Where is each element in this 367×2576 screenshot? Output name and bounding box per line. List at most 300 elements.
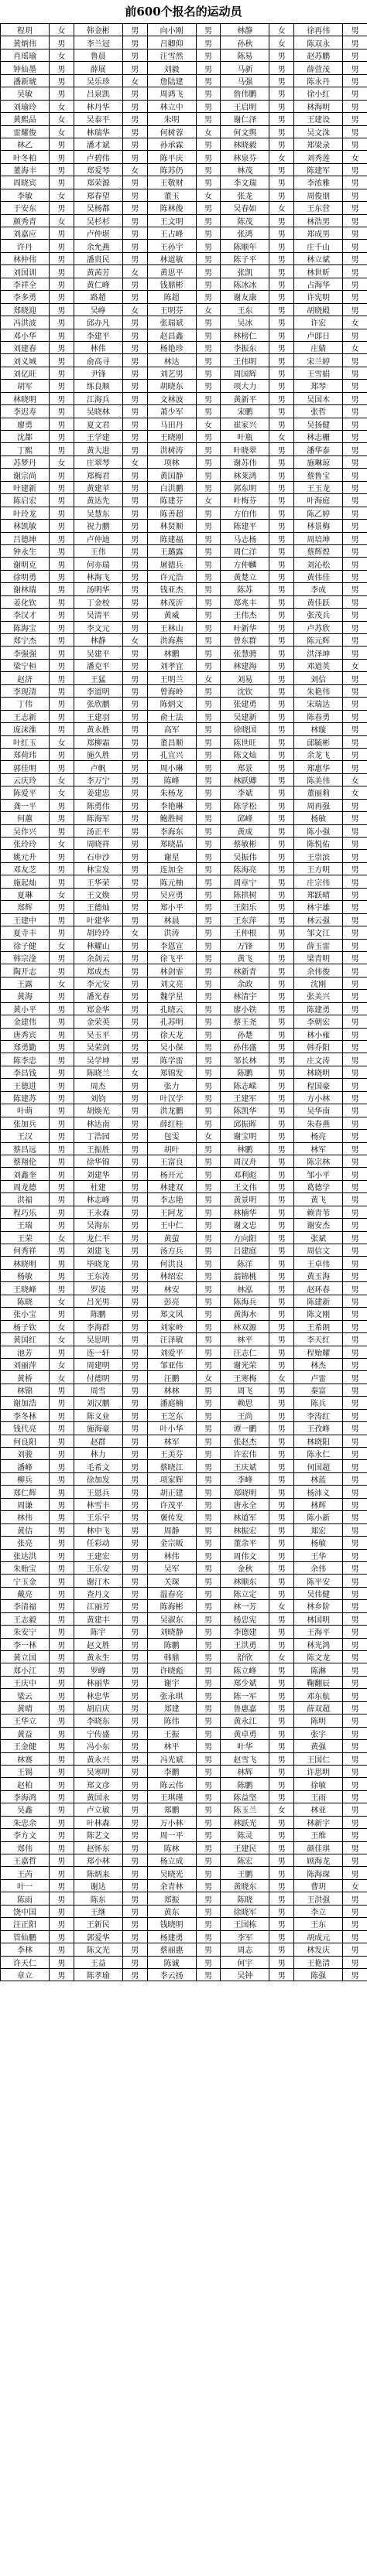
athlete-name-cell: 顾海龙: [294, 1854, 343, 1867]
athlete-gender-cell: 男: [343, 1397, 367, 1409]
athlete-gender-cell: 男: [343, 1346, 367, 1358]
athlete-gender-cell: 女: [196, 494, 221, 507]
athlete-name-cell: 陈艺文: [74, 1829, 122, 1841]
athlete-name-cell: 韩金彬: [74, 24, 122, 36]
athlete-gender-cell: 男: [269, 1689, 294, 1701]
athlete-gender-cell: 男: [196, 291, 221, 303]
athlete-gender-cell: 女: [343, 151, 367, 163]
athlete-name-cell: 蔡鲁宝: [294, 469, 343, 481]
athlete-name-cell: 章立: [1, 1968, 50, 1981]
athlete-name-cell: 李志艳: [147, 1193, 196, 1206]
athlete-gender-cell: 男: [50, 1409, 74, 1421]
athlete-gender-cell: 男: [50, 1854, 74, 1867]
athlete-gender-cell: 男: [196, 735, 221, 748]
athlete-gender-cell: 男: [122, 176, 147, 189]
athlete-name-cell: 包雯: [147, 1130, 196, 1142]
athlete-gender-cell: 男: [196, 1435, 221, 1447]
athlete-gender-cell: 男: [196, 1676, 221, 1688]
athlete-gender-cell: 男: [343, 354, 367, 367]
athlete-gender-cell: 男: [343, 850, 367, 862]
athlete-gender-cell: 女: [196, 1130, 221, 1142]
athlete-name-cell: 曾东群: [221, 634, 269, 647]
athlete-name-cell: 王孜峰: [294, 1422, 343, 1435]
athlete-gender-cell: 男: [50, 380, 74, 392]
athlete-gender-cell: 男: [269, 1663, 294, 1676]
athlete-name-cell: 陈善超: [147, 507, 196, 519]
athlete-gender-cell: 男: [343, 1460, 367, 1472]
athlete-name-cell: 张赵杰: [221, 1435, 269, 1447]
athlete-name-cell: 夏文君: [74, 418, 122, 430]
athlete-name-cell: 唐永全: [221, 1498, 269, 1510]
table-row: [1, 278, 367, 290]
athlete-gender-cell: 男: [196, 621, 221, 633]
athlete-gender-cell: 男: [196, 1282, 221, 1295]
athlete-gender-cell: 男: [343, 1409, 367, 1421]
table-row: [1, 1117, 367, 1129]
athlete-name-cell: 赵苏鹏: [294, 49, 343, 61]
athlete-gender-cell: 男: [269, 469, 294, 481]
athlete-name-cell: 林鹏: [221, 1142, 269, 1155]
athlete-gender-cell: 女: [122, 163, 147, 176]
athlete-name-cell: 陈冰冰: [221, 278, 269, 290]
athlete-name-cell: 董余平: [221, 1537, 269, 1549]
athlete-name-cell: 王文明: [147, 214, 196, 227]
athlete-name-cell: 韩乔阳: [294, 1041, 343, 1053]
athlete-name-cell: 宋瑞达: [294, 698, 343, 710]
athlete-gender-cell: 男: [50, 1257, 74, 1269]
athlete-gender-cell: 男: [196, 532, 221, 544]
athlete-name-cell: 吴应勇: [147, 888, 196, 900]
athlete-name-cell: 颜秀青: [1, 214, 50, 227]
athlete-name-cell: 刘秀莲: [294, 151, 343, 163]
athlete-gender-cell: 男: [269, 1028, 294, 1040]
athlete-name-cell: 姜化钦: [1, 595, 50, 608]
athlete-name-cell: 王乐安: [74, 1561, 122, 1574]
athlete-gender-cell: 男: [269, 405, 294, 418]
athlete-name-cell: 吕卿仰: [147, 36, 196, 49]
athlete-name-cell: 戴亮: [1, 1587, 50, 1599]
athlete-gender-cell: 男: [343, 1282, 367, 1295]
athlete-gender-cell: 男: [343, 1943, 367, 1956]
table-row: [1, 227, 367, 240]
athlete-name-cell: 邱振晖: [221, 1117, 269, 1129]
athlete-gender-cell: 男: [343, 1371, 367, 1384]
athlete-gender-cell: 男: [122, 1193, 147, 1206]
athlete-gender-cell: 男: [343, 723, 367, 735]
athlete-name-cell: 王富良: [147, 1155, 196, 1167]
athlete-gender-cell: 男: [122, 151, 147, 163]
athlete-name-cell: 杨开元: [147, 1168, 196, 1180]
athlete-gender-cell: 男: [343, 595, 367, 608]
athlete-name-cell: 陈悦佑: [294, 838, 343, 850]
athlete-gender-cell: 男: [50, 431, 74, 443]
athlete-gender-cell: 男: [269, 1701, 294, 1714]
table-row: [1, 824, 367, 837]
athlete-name-cell: 黄桥: [1, 1371, 50, 1384]
athlete-gender-cell: 男: [269, 1244, 294, 1257]
athlete-gender-cell: 男: [50, 1015, 74, 1028]
athlete-gender-cell: 男: [269, 1537, 294, 1549]
athlete-name-cell: 叶小华: [147, 1422, 196, 1435]
athlete-name-cell: 李清福: [1, 1600, 50, 1612]
athlete-name-cell: 林世昕: [294, 265, 343, 278]
athlete-name-cell: 潘克平: [74, 659, 122, 671]
table-row: [1, 1015, 367, 1028]
athlete-name-cell: 郑宏: [294, 1523, 343, 1536]
athlete-name-cell: 钟永生: [1, 544, 50, 557]
athlete-name-cell: 钱代亮: [1, 1422, 50, 1435]
athlete-name-cell: 朱贻宝: [1, 1561, 50, 1574]
athlete-name-cell: 吴杉杉: [74, 214, 122, 227]
athlete-name-cell: 王庆中: [1, 1676, 50, 1688]
athlete-gender-cell: 男: [196, 1765, 221, 1777]
athlete-gender-cell: 男: [196, 62, 221, 74]
athlete-gender-cell: 男: [196, 1740, 221, 1752]
table-row: [1, 748, 367, 760]
athlete-name-cell: 林新青: [221, 964, 269, 977]
athlete-gender-cell: 女: [122, 926, 147, 939]
athlete-name-cell: 廖勇: [1, 418, 50, 430]
athlete-name-cell: 黄新平: [221, 392, 269, 404]
athlete-name-cell: 吴思明: [74, 1333, 122, 1346]
athlete-gender-cell: 男: [50, 1537, 74, 1549]
athlete-name-cell: 向小刚: [147, 24, 196, 36]
athlete-name-cell: 谢达: [74, 1879, 122, 1892]
athlete-name-cell: 林海飞: [74, 570, 122, 582]
athlete-name-cell: 张达洪: [1, 1549, 50, 1561]
athlete-name-cell: 陈海宝: [1, 621, 50, 633]
athlete-gender-cell: 男: [50, 354, 74, 367]
athlete-name-cell: 余青林: [147, 1879, 196, 1892]
athlete-gender-cell: 男: [50, 1091, 74, 1104]
table-row: [1, 1587, 367, 1599]
athlete-gender-cell: 男: [343, 227, 367, 240]
athlete-gender-cell: 女: [269, 1371, 294, 1384]
athlete-gender-cell: 男: [269, 1422, 294, 1435]
athlete-name-cell: 李成: [294, 583, 343, 595]
athlete-gender-cell: 男: [50, 1523, 74, 1536]
athlete-name-cell: 陈永仁: [294, 1448, 343, 1460]
athlete-name-cell: 陈炳文: [147, 698, 196, 710]
athlete-name-cell: 周伟文: [221, 1549, 269, 1561]
athlete-name-cell: 陈苏仍: [147, 163, 196, 176]
athlete-gender-cell: 男: [122, 1918, 147, 1930]
athlete-gender-cell: 男: [196, 163, 221, 176]
table-row: [1, 838, 367, 850]
athlete-gender-cell: 男: [122, 1244, 147, 1257]
athlete-name-cell: 潘贵民: [74, 252, 122, 264]
athlete-name-cell: 万小林: [147, 1816, 196, 1828]
athlete-name-cell: 吴学坤: [74, 1053, 122, 1066]
athlete-name-cell: 王振: [147, 1727, 196, 1739]
athlete-name-cell: 刘瑜玲: [1, 100, 50, 112]
athlete-gender-cell: 男: [122, 240, 147, 252]
athlete-gender-cell: 男: [122, 1282, 147, 1295]
athlete-gender-cell: 男: [343, 1956, 367, 1968]
athlete-gender-cell: 男: [122, 1638, 147, 1650]
athlete-gender-cell: 男: [269, 1002, 294, 1015]
table-row: [1, 926, 367, 939]
athlete-gender-cell: 男: [122, 684, 147, 697]
athlete-gender-cell: 男: [122, 1448, 147, 1460]
athlete-gender-cell: 男: [269, 926, 294, 939]
athlete-gender-cell: 男: [343, 431, 367, 443]
athlete-name-cell: 李军: [221, 1930, 269, 1943]
athlete-gender-cell: 男: [50, 1841, 74, 1854]
athlete-name-cell: 王寒梅: [221, 1371, 269, 1384]
athlete-name-cell: 谢宇: [147, 1676, 196, 1688]
athlete-gender-cell: 男: [196, 1867, 221, 1879]
athlete-gender-cell: 男: [196, 1384, 221, 1396]
athlete-gender-cell: 男: [269, 214, 294, 227]
table-row: [1, 684, 367, 697]
athlete-gender-cell: 男: [343, 1523, 367, 1536]
athlete-name-cell: 林志栅: [294, 431, 343, 443]
athlete-gender-cell: 女: [196, 125, 221, 138]
athlete-gender-cell: 男: [122, 1460, 147, 1472]
athlete-gender-cell: 男: [269, 1879, 294, 1892]
athlete-name-cell: 陈苏: [221, 583, 269, 595]
athlete-name-cell: 卢仲迪: [74, 532, 122, 544]
athlete-name-cell: 邓利彪: [221, 1168, 269, 1180]
athlete-name-cell: 郑爱琴: [74, 163, 122, 176]
athlete-name-cell: 连加全: [147, 862, 196, 875]
athlete-name-cell: 郑宁杰: [1, 634, 50, 647]
athlete-name-cell: 王学建: [74, 431, 122, 443]
athlete-name-cell: 马强: [221, 74, 269, 87]
athlete-name-cell: 庄翠琴: [74, 455, 122, 468]
athlete-name-cell: 谢友康: [221, 291, 269, 303]
athlete-gender-cell: 男: [196, 1257, 221, 1269]
athlete-name-cell: 林达: [147, 354, 196, 367]
table-row: [1, 1041, 367, 1053]
athlete-name-cell: 李朝宏: [294, 1015, 343, 1028]
athlete-name-cell: 吴杨都: [74, 202, 122, 214]
athlete-gender-cell: 男: [343, 329, 367, 341]
table-row: [1, 1854, 367, 1867]
table-row: [1, 1765, 367, 1777]
athlete-gender-cell: 男: [122, 367, 147, 379]
table-row: [1, 1269, 367, 1281]
athlete-name-cell: 梁宁桓: [1, 659, 50, 671]
athlete-gender-cell: 男: [196, 1295, 221, 1307]
athlete-name-cell: 王方明: [294, 862, 343, 875]
athlete-gender-cell: 男: [50, 1448, 74, 1460]
table-row: [1, 1740, 367, 1752]
table-row: [1, 862, 367, 875]
athlete-gender-cell: 男: [343, 74, 367, 87]
athlete-gender-cell: 男: [122, 1867, 147, 1879]
athlete-gender-cell: 男: [122, 799, 147, 811]
athlete-name-cell: 丁浩园: [74, 1130, 122, 1142]
athlete-gender-cell: 男: [269, 481, 294, 493]
athlete-name-cell: 王阿龙: [147, 1206, 196, 1218]
athlete-gender-cell: 男: [269, 1333, 294, 1346]
athlete-gender-cell: 男: [343, 990, 367, 1002]
athlete-name-cell: 吴建平: [74, 647, 122, 659]
athlete-name-cell: 龙仁平: [74, 1231, 122, 1244]
athlete-name-cell: 邓友芝: [1, 862, 50, 875]
athlete-gender-cell: 男: [50, 1956, 74, 1968]
athlete-name-cell: 周培坤: [294, 532, 343, 544]
table-row: [1, 939, 367, 951]
athlete-gender-cell: 男: [196, 723, 221, 735]
athlete-name-cell: 陈林俊: [147, 202, 196, 214]
athlete-gender-cell: 男: [50, 1472, 74, 1485]
table-row: [1, 570, 367, 582]
athlete-name-cell: 陈炳来: [74, 1867, 122, 1879]
athlete-gender-cell: 男: [269, 1841, 294, 1854]
athlete-name-cell: 尹锋: [74, 367, 122, 379]
table-row: [1, 1142, 367, 1155]
athlete-name-cell: 陈建勇: [294, 1002, 343, 1015]
athlete-name-cell: 马新: [221, 62, 269, 74]
athlete-name-cell: 黄伟佳: [294, 570, 343, 582]
athlete-gender-cell: 男: [196, 443, 221, 455]
athlete-gender-cell: 男: [122, 1930, 147, 1943]
athlete-gender-cell: 男: [196, 1549, 221, 1561]
athlete-gender-cell: 男: [196, 354, 221, 367]
athlete-name-cell: 刘亿旺: [1, 367, 50, 379]
athlete-name-cell: 郑惠华: [294, 761, 343, 773]
athlete-gender-cell: 男: [343, 698, 367, 710]
athlete-name-cell: 周再强: [294, 799, 343, 811]
athlete-name-cell: 冯洪波: [1, 316, 50, 329]
athlete-name-cell: 赖青苇: [294, 1206, 343, 1218]
athlete-name-cell: 林榜仁: [221, 329, 269, 341]
athlete-gender-cell: 女: [50, 939, 74, 951]
athlete-name-cell: 王国仁: [294, 1752, 343, 1765]
athlete-name-cell: 云庆玲: [1, 773, 50, 786]
athlete-gender-cell: 男: [196, 520, 221, 532]
athlete-name-cell: 杨敏: [1, 1269, 50, 1281]
athlete-gender-cell: 男: [196, 1448, 221, 1460]
athlete-name-cell: 王永森: [74, 1206, 122, 1218]
athlete-name-cell: 朱明: [147, 113, 196, 125]
athlete-gender-cell: 男: [50, 1714, 74, 1727]
athlete-name-cell: 林光鸿: [294, 1638, 343, 1650]
athlete-gender-cell: 男: [50, 1638, 74, 1650]
athlete-gender-cell: 男: [343, 202, 367, 214]
athlete-gender-cell: 男: [343, 1320, 367, 1332]
athlete-gender-cell: 男: [122, 125, 147, 138]
athlete-gender-cell: 男: [122, 87, 147, 100]
athlete-gender-cell: 男: [343, 1435, 367, 1447]
athlete-name-cell: 王海平: [294, 1626, 343, 1638]
athlete-name-cell: 王建中: [1, 913, 50, 926]
athlete-name-cell: 王东: [221, 303, 269, 316]
athlete-gender-cell: 男: [122, 786, 147, 799]
athlete-name-cell: 吴国木: [294, 392, 343, 404]
athlete-gender-cell: 男: [343, 1384, 367, 1396]
athlete-gender-cell: 男: [343, 303, 367, 316]
athlete-name-cell: 谢汀木: [74, 1575, 122, 1587]
athlete-name-cell: 王恩兵: [74, 1486, 122, 1498]
athlete-name-cell: 邓道英: [294, 659, 343, 671]
athlete-gender-cell: 男: [269, 838, 294, 850]
athlete-gender-cell: 男: [50, 761, 74, 773]
athlete-gender-cell: 男: [343, 1231, 367, 1244]
athlete-name-cell: 张茂兵: [294, 609, 343, 621]
table-row: [1, 761, 367, 773]
athlete-gender-cell: 男: [50, 1155, 74, 1167]
athlete-name-cell: 陈海军: [74, 812, 122, 824]
table-row: [1, 1816, 367, 1828]
athlete-gender-cell: 男: [343, 1257, 367, 1269]
athlete-name-cell: 李海东: [147, 824, 196, 837]
athlete-gender-cell: 男: [196, 1015, 221, 1028]
table-row: [1, 964, 367, 977]
athlete-name-cell: 李冬林: [1, 1409, 50, 1421]
athlete-name-cell: 陈云伟: [147, 1778, 196, 1790]
table-row: [1, 49, 367, 61]
athlete-gender-cell: 男: [269, 1015, 294, 1028]
athlete-name-cell: 黄仁峰: [74, 278, 122, 290]
athlete-name-cell: 程国豪: [294, 1079, 343, 1091]
athlete-name-cell: 王继: [74, 1905, 122, 1917]
athlete-name-cell: 卢立敏: [74, 1803, 122, 1816]
athlete-gender-cell: 男: [122, 1028, 147, 1040]
athlete-name-cell: 陈志嵘: [221, 1079, 269, 1091]
athlete-gender-cell: 男: [122, 1358, 147, 1370]
athlete-gender-cell: 男: [343, 1968, 367, 1981]
table-row: [1, 1968, 367, 1981]
athlete-name-cell: 林蓝: [294, 1472, 343, 1485]
athlete-name-cell: 杨敏: [294, 812, 343, 824]
athlete-gender-cell: 男: [196, 1689, 221, 1701]
athlete-name-cell: 宁玉金: [1, 1575, 50, 1587]
athlete-name-cell: 张龙: [221, 189, 269, 201]
athlete-gender-cell: 男: [269, 1066, 294, 1078]
athlete-gender-cell: 男: [269, 494, 294, 507]
athlete-name-cell: 李强强: [1, 647, 50, 659]
athlete-gender-cell: 男: [269, 570, 294, 582]
table-row: [1, 1206, 367, 1218]
athlete-gender-cell: 男: [269, 1740, 294, 1752]
athlete-gender-cell: 男: [196, 278, 221, 290]
athlete-gender-cell: 男: [269, 163, 294, 176]
athlete-name-cell: 俞士法: [147, 710, 196, 722]
table-row: [1, 1892, 367, 1905]
athlete-name-cell: 吴小保: [147, 1041, 196, 1053]
athlete-name-cell: 郑少斌: [221, 1676, 269, 1688]
athlete-name-cell: 龚一平: [1, 799, 50, 811]
athlete-name-cell: 林贤顺: [147, 520, 196, 532]
athlete-name-cell: 鲁惠嘉: [221, 1701, 269, 1714]
athlete-gender-cell: 男: [122, 520, 147, 532]
athlete-gender-cell: 男: [196, 634, 221, 647]
athlete-gender-cell: 男: [343, 901, 367, 913]
athlete-name-cell: 郑琴: [294, 380, 343, 392]
athlete-gender-cell: 男: [196, 888, 221, 900]
athlete-gender-cell: 男: [343, 748, 367, 760]
athlete-name-cell: 陈立峰: [221, 1663, 269, 1676]
athlete-gender-cell: 男: [343, 1130, 367, 1142]
athlete-name-cell: 钱亚杰: [147, 583, 196, 595]
athlete-gender-cell: 男: [196, 100, 221, 112]
athlete-gender-cell: 男: [50, 138, 74, 150]
athlete-name-cell: 王振胜: [74, 1142, 122, 1155]
athlete-gender-cell: 男: [269, 1308, 294, 1320]
table-row: [1, 1409, 367, 1421]
athlete-name-cell: 郑晓晶: [147, 838, 196, 850]
athlete-gender-cell: 男: [50, 1740, 74, 1752]
athlete-gender-cell: 男: [122, 1308, 147, 1320]
athlete-gender-cell: 男: [196, 1930, 221, 1943]
table-row: [1, 151, 367, 163]
athlete-gender-cell: 男: [196, 1053, 221, 1066]
table-row: [1, 888, 367, 900]
